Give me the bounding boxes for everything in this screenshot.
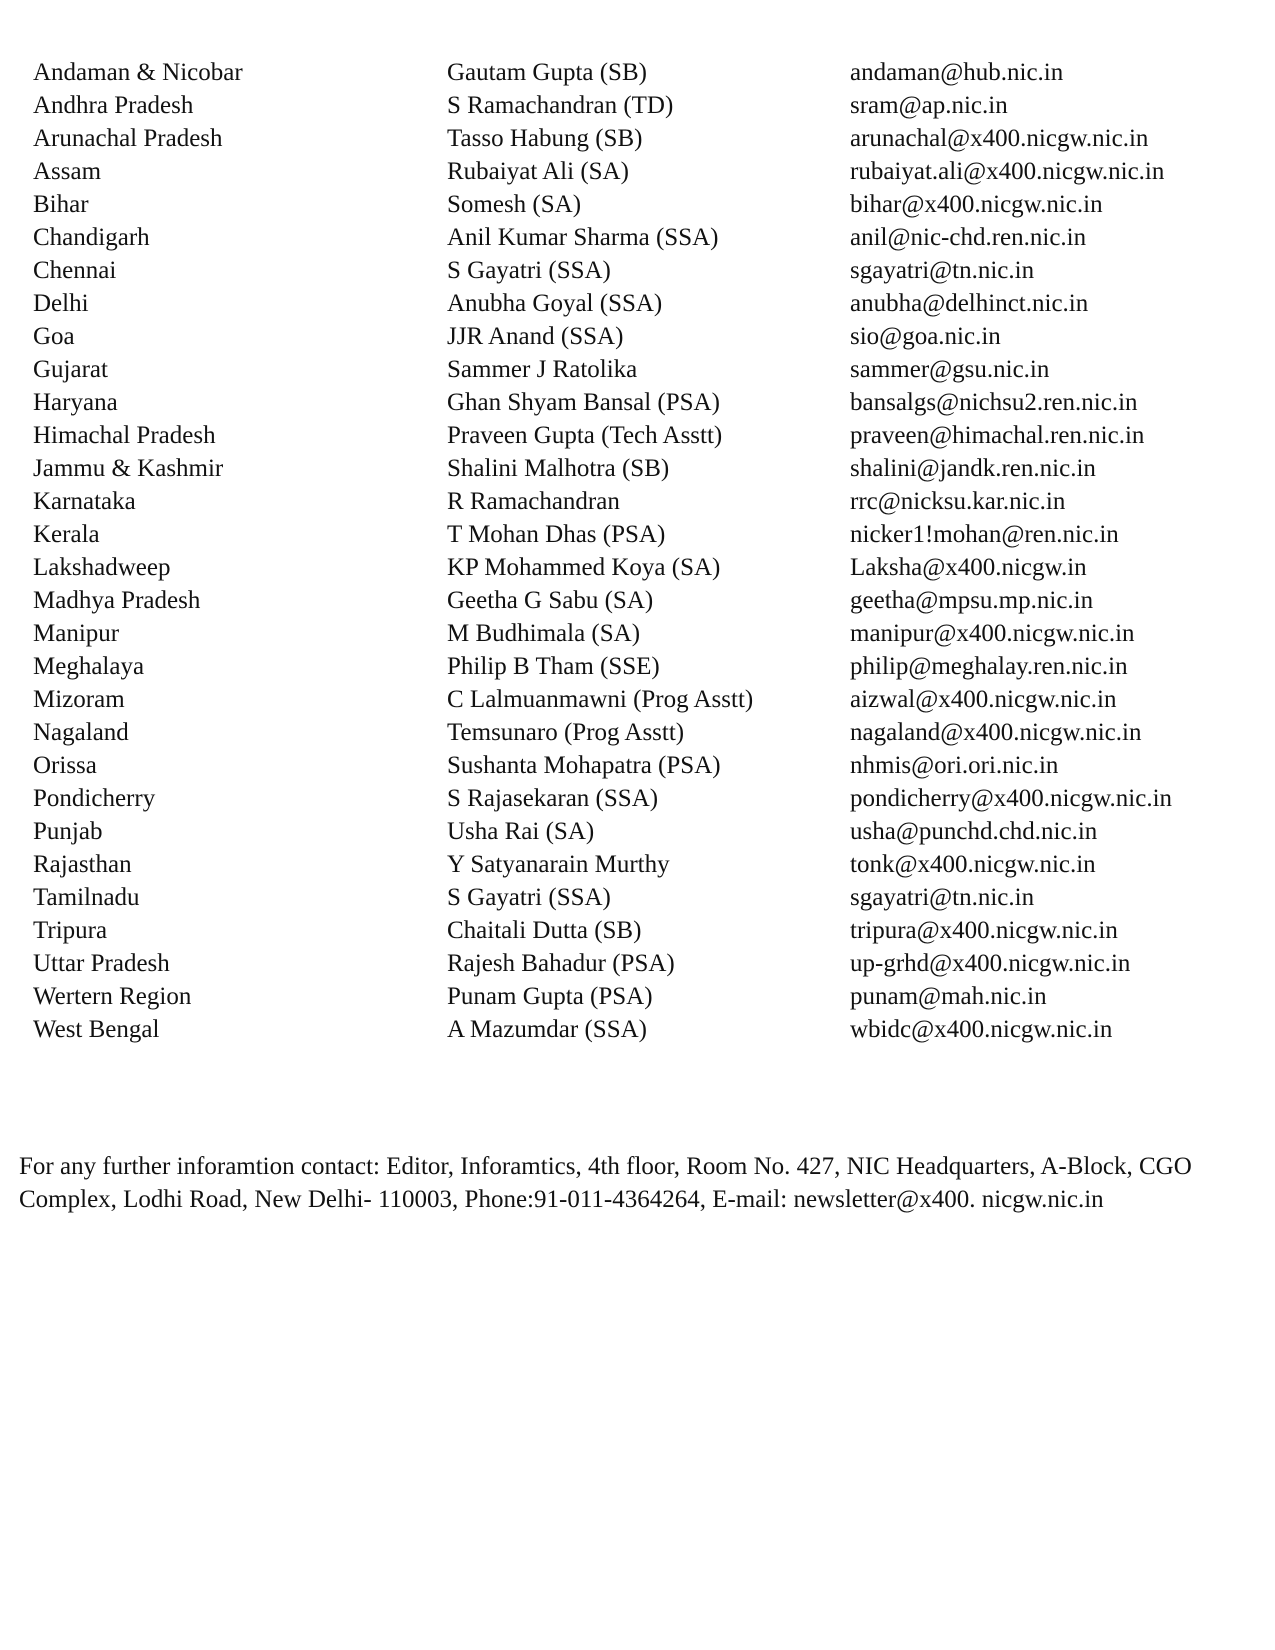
contact-directory-body <box>33 56 1230 1046</box>
table-row <box>33 320 1230 353</box>
table-row <box>33 221 1230 254</box>
state-name-cell: Tripura <box>33 917 108 944</box>
state-name-cell: Punjab <box>33 818 103 845</box>
state-name-cell: Uttar Pradesh <box>33 950 170 977</box>
contact-person-cell: Tasso Habung (SB) <box>447 125 643 152</box>
contact-person-cell: JJR Anand (SSA) <box>447 323 624 350</box>
email-address-cell: bansalgs@nichsu2.ren.nic.in <box>850 389 1138 416</box>
contact-person-cell: KP Mohammed Koya (SA) <box>447 554 721 581</box>
contact-person-cell: Shalini Malhotra (SB) <box>447 455 670 482</box>
state-name-cell: Chandigarh <box>33 224 150 251</box>
email-address-cell: nhmis@ori.ori.nic.in <box>850 752 1059 779</box>
state-name-cell: Nagaland <box>33 719 129 746</box>
state-name-cell: Gujarat <box>33 356 108 383</box>
contact-person-cell: S Gayatri (SSA) <box>447 257 611 284</box>
state-name-cell: Tamilnadu <box>33 884 140 911</box>
table-row <box>33 617 1230 650</box>
email-address-cell: shalini@jandk.ren.nic.in <box>850 455 1096 482</box>
email-address-cell: arunachal@x400.nicgw.nic.in <box>850 125 1149 152</box>
state-name-cell: Goa <box>33 323 75 350</box>
contact-person-cell: Somesh (SA) <box>447 191 582 218</box>
contact-person-cell: S Rajasekaran (SSA) <box>447 785 659 812</box>
email-address-cell: sgayatri@tn.nic.in <box>850 257 1035 284</box>
table-row <box>33 848 1230 881</box>
contact-person-cell: Sammer J Ratolika <box>447 356 638 383</box>
table-row <box>33 1013 1230 1046</box>
table-row <box>33 947 1230 980</box>
table-row <box>33 881 1230 914</box>
email-address-cell: sammer@gsu.nic.in <box>850 356 1050 383</box>
table-row <box>33 782 1230 815</box>
email-address-cell: sio@goa.nic.in <box>850 323 1001 350</box>
state-name-cell: Manipur <box>33 620 120 647</box>
state-name-cell: Orissa <box>33 752 97 779</box>
state-name-cell: Bihar <box>33 191 89 218</box>
state-name-cell: Meghalaya <box>33 653 145 680</box>
contact-person-cell: Usha Rai (SA) <box>447 818 595 845</box>
state-name-cell: Wertern Region <box>33 983 192 1010</box>
table-row <box>33 518 1230 551</box>
email-address-cell: anil@nic-chd.ren.nic.in <box>850 224 1087 251</box>
email-address-cell: wbidc@x400.nicgw.nic.in <box>850 1016 1113 1043</box>
table-row <box>33 452 1230 485</box>
state-name-cell: Kerala <box>33 521 100 548</box>
state-name-cell: Assam <box>33 158 102 185</box>
contact-person-cell: A Mazumdar (SSA) <box>447 1016 647 1043</box>
contact-person-cell: C Lalmuanmawni (Prog Asstt) <box>447 686 754 713</box>
table-row <box>33 155 1230 188</box>
table-row <box>33 914 1230 947</box>
state-name-cell: Delhi <box>33 290 89 317</box>
email-address-cell: tonk@x400.nicgw.nic.in <box>850 851 1096 878</box>
contact-person-cell: Temsunaro (Prog Asstt) <box>447 719 685 746</box>
state-name-cell: Rajasthan <box>33 851 132 878</box>
table-row <box>33 188 1230 221</box>
email-address-cell: usha@punchd.chd.nic.in <box>850 818 1098 845</box>
contact-person-cell: Geetha G Sabu (SA) <box>447 587 654 614</box>
contact-person-cell: S Ramachandran (TD) <box>447 92 674 119</box>
state-name-cell: Arunachal Pradesh <box>33 125 223 152</box>
table-row <box>33 89 1230 122</box>
email-address-cell: nicker1!mohan@ren.nic.in <box>850 521 1119 548</box>
email-address-cell: nagaland@x400.nicgw.nic.in <box>850 719 1142 746</box>
contact-person-cell: Rubaiyat Ali (SA) <box>447 158 629 185</box>
email-address-cell: up-grhd@x400.nicgw.nic.in <box>850 950 1131 977</box>
contact-person-cell: Sushanta Mohapatra (PSA) <box>447 752 721 779</box>
contact-person-cell: Anubha Goyal (SSA) <box>447 290 663 317</box>
contact-person-cell: Philip B Tham (SSE) <box>447 653 660 680</box>
contact-person-cell: Gautam Gupta (SB) <box>447 59 647 86</box>
footer-contact-note: For any further inforamtion contact: Editor, Inforamtics, 4th floor, Room No. 427, NIC Headquarters, A-Block, CGO Complex, Lodhi Road, New Delhi- 110003, Phone:91-011-4364264, E-mail: newsletter@x400. nicgw.nic.in <box>19 1153 1192 1213</box>
state-name-cell: Madhya Pradesh <box>33 587 201 614</box>
state-name-cell: Karnataka <box>33 488 136 515</box>
table-row <box>33 353 1230 386</box>
email-address-cell: praveen@himachal.ren.nic.in <box>850 422 1145 449</box>
table-row <box>33 551 1230 584</box>
table-row <box>33 815 1230 848</box>
email-address-cell: sram@ap.nic.in <box>850 92 1008 119</box>
state-name-cell: Mizoram <box>33 686 125 713</box>
contact-person-cell: R Ramachandran <box>447 488 620 515</box>
state-name-cell: West Bengal <box>33 1016 160 1043</box>
state-name-cell: Andaman & Nicobar <box>33 59 243 86</box>
table-row <box>33 419 1230 452</box>
table-row <box>33 56 1230 89</box>
table-row <box>33 980 1230 1013</box>
table-row <box>33 650 1230 683</box>
email-address-cell: pondicherry@x400.nicgw.nic.in <box>850 785 1173 812</box>
email-address-cell: andaman@hub.nic.in <box>850 59 1064 86</box>
contact-person-cell: T Mohan Dhas (PSA) <box>447 521 666 548</box>
email-address-cell: anubha@delhinct.nic.in <box>850 290 1089 317</box>
table-row <box>33 584 1230 617</box>
table-row <box>33 716 1230 749</box>
table-row <box>33 287 1230 320</box>
email-address-cell: punam@mah.nic.in <box>850 983 1047 1010</box>
table-row <box>33 254 1230 287</box>
contact-person-cell: M Budhimala (SA) <box>447 620 641 647</box>
state-name-cell: Jammu & Kashmir <box>33 455 224 482</box>
state-name-cell: Pondicherry <box>33 785 156 812</box>
email-address-cell: Laksha@x400.nicgw.in <box>850 554 1087 581</box>
contact-person-cell: Y Satyanarain Murthy <box>447 851 670 878</box>
table-row <box>33 386 1230 419</box>
table-row <box>33 749 1230 782</box>
state-name-cell: Andhra Pradesh <box>33 92 194 119</box>
contact-person-cell: Chaitali Dutta (SB) <box>447 917 642 944</box>
contact-person-cell: Anil Kumar Sharma (SSA) <box>447 224 719 251</box>
contact-person-cell: Ghan Shyam Bansal (PSA) <box>447 389 720 416</box>
email-address-cell: manipur@x400.nicgw.nic.in <box>850 620 1135 647</box>
email-address-cell: aizwal@x400.nicgw.nic.in <box>850 686 1117 713</box>
email-address-cell: bihar@x400.nicgw.nic.in <box>850 191 1103 218</box>
email-address-cell: philip@meghalay.ren.nic.in <box>850 653 1128 680</box>
email-address-cell: rubaiyat.ali@x400.nicgw.nic.in <box>850 158 1165 185</box>
contact-person-cell: Praveen Gupta (Tech Asstt) <box>447 422 723 449</box>
email-address-cell: tripura@x400.nicgw.nic.in <box>850 917 1118 944</box>
state-name-cell: Chennai <box>33 257 117 284</box>
contact-person-cell: Rajesh Bahadur (PSA) <box>447 950 675 977</box>
email-address-cell: geetha@mpsu.mp.nic.in <box>850 587 1094 614</box>
contact-person-cell: Punam Gupta (PSA) <box>447 983 653 1010</box>
email-address-cell: rrc@nicksu.kar.nic.in <box>850 488 1066 515</box>
contact-person-cell: S Gayatri (SSA) <box>447 884 611 911</box>
state-name-cell: Himachal Pradesh <box>33 422 216 449</box>
table-row <box>33 485 1230 518</box>
state-name-cell: Lakshadweep <box>33 554 171 581</box>
contact-directory-table <box>33 56 1230 1046</box>
table-row <box>33 683 1230 716</box>
table-row <box>33 122 1230 155</box>
email-address-cell: sgayatri@tn.nic.in <box>850 884 1035 911</box>
state-name-cell: Haryana <box>33 389 118 416</box>
